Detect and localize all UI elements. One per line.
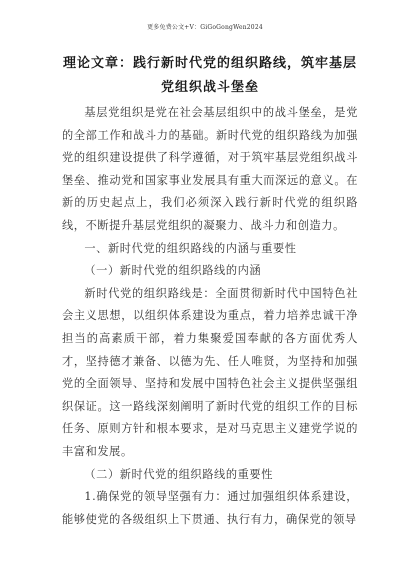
intro-paragraph: 基层党组织是党在社会基层组织中的战斗堡垒，是党的全部工作和战斗力的基础。新时代党的组织路线为加强党的组织建设提供了科学遵循，对于筑牢基层党组织战斗堡垒、推动党和国家事业发展具有重大而深远的意义。在新的历史起点上，我们必须深入践行新时代党的组织路线，不断提升基层党组织的凝聚力、战斗力和创造力。 xyxy=(62,106,358,232)
body-paragraph: 新时代党的组织路线是：全面贯彻新时代中国特色社会主义思想，以组织体系建设为重点，着力培养忠诚干净担当的高素质干部，着力集聚爱国奉献的各方面优秀人才，坚持德才兼备、以德为先、任人唯贤，为坚持和加强党的全面领导、坚持和发展中国特色社会主义提供坚强组织保证。这一路线深刻阐明了新时代党的组织工作的目标任务、原则方针和根本要求，是对马克思主义建党学说的丰富和发展。 xyxy=(62,286,358,458)
body-paragraph: 1.确保党的领导坚强有力：通过加强组织体系建设，能够使党的各级组织上下贯通、执行有力，确保党的领导 xyxy=(62,490,358,526)
article-body xyxy=(62,102,358,531)
header-note: 更多免费公文+V：GiGoGongWen2024 xyxy=(147,24,263,31)
section-heading-1: 一、新时代党的组织路线的内涵与重要性 xyxy=(84,241,297,255)
subsection-heading-1: （一）新时代党的组织路线的内涵 xyxy=(84,264,262,278)
subsection-heading-2: （二）新时代党的组织路线的重要性 xyxy=(84,467,273,481)
article-title: 理论文章：践行新时代党的组织路线，筑牢基层党组织战斗堡垒 xyxy=(62,56,357,95)
